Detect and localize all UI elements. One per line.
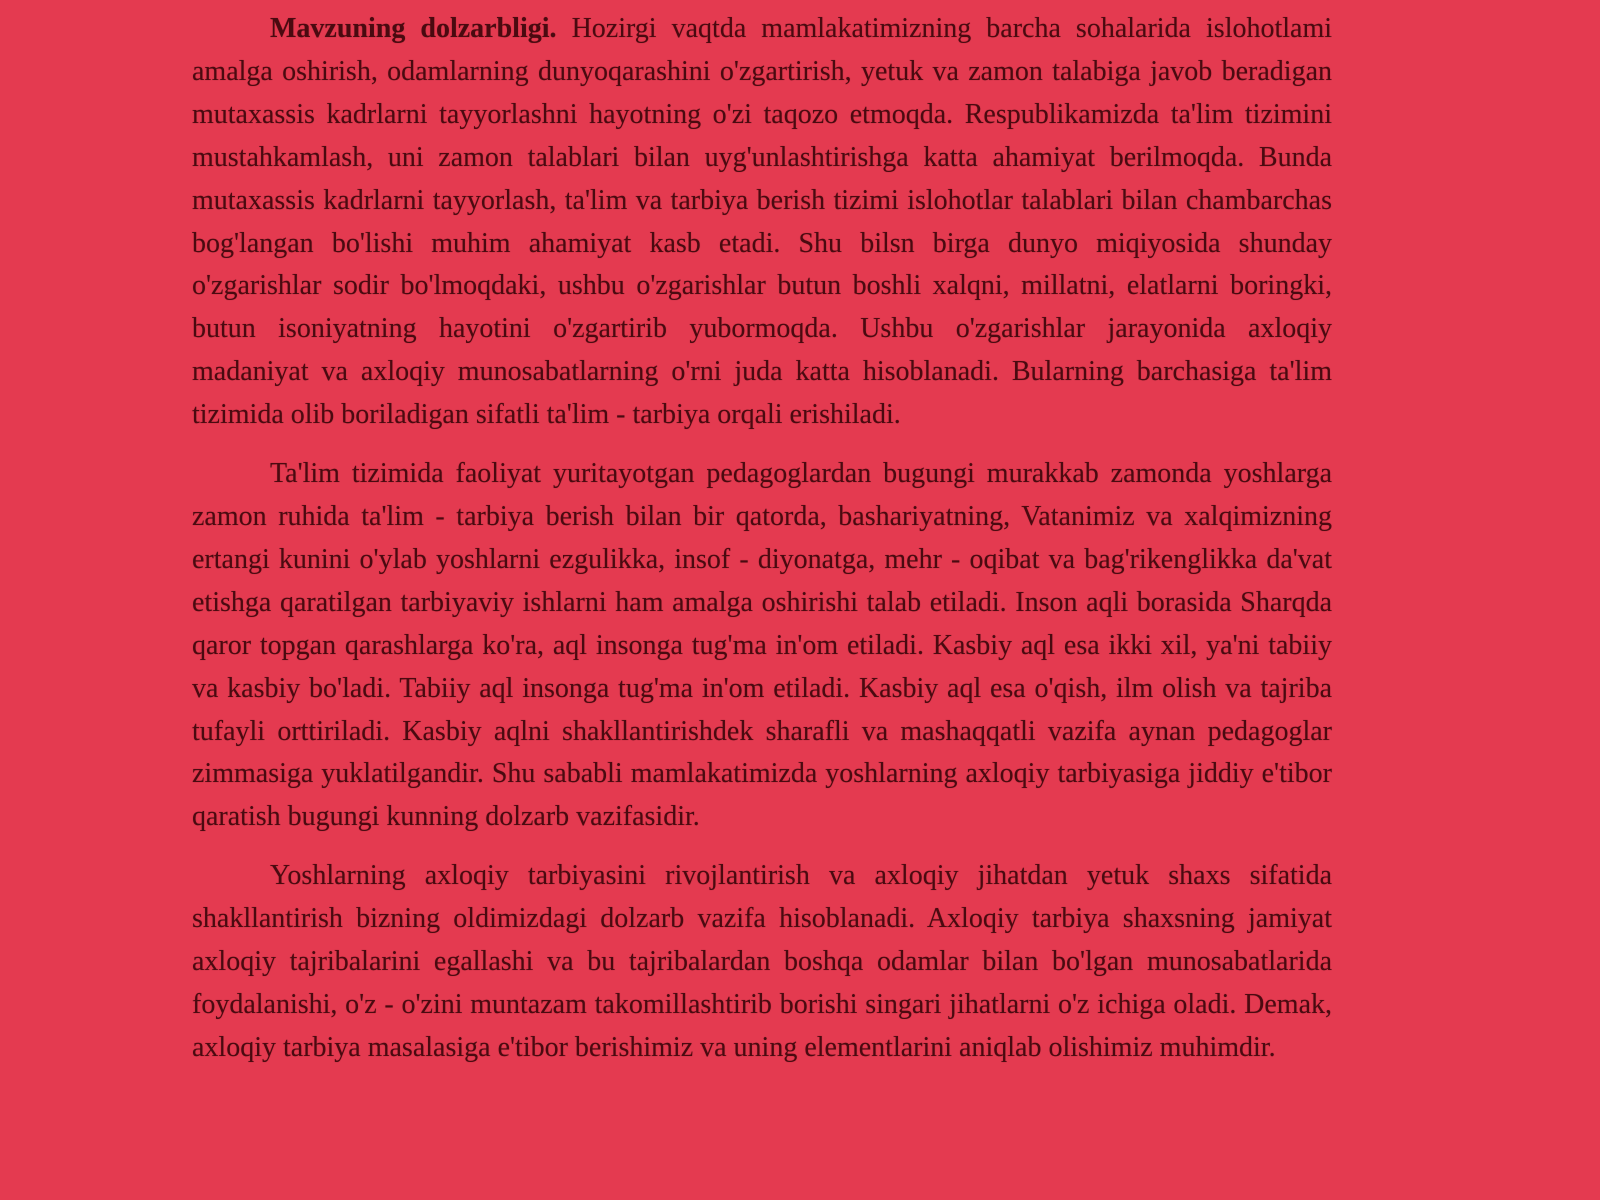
paragraph-text: Hozirgi vaqtda mamlakatimizning barcha sohalarida islohotlami amalga oshirish, odamlarning dunyoqarashini o'zgartirish, yetuk va zamon talabiga javob beradigan mutaxassis kadrlarni tayyorlashni hayotning o'zi taqozo etmoqda. Respublikamizda ta'lim tizimini mustahkamlash, uni zamon talablari bilan uyg'unlashtirishga katta ahamiyat berilmoqda. Bunda mutaxassis kadrlarni tayyorlash, ta'lim va tarbiya berish tizimi islohotlar talablari bilan chambarchas bog'langan bo'lishi muhim ahamiyat kasb etadi. Shu bilsn birga dunyo miqiyosida shunday o'zgarishlar sodir bo'lmoqdaki, ushbu o'zgarishlar butun boshli xalqni, millatni, elatlarni boringki, butun isoniyatning hayotini o'zgartirib yubormoqda. Ushbu o'zgarishlar jarayonida axloqiy madaniyat va axloqiy munosabatlarning o'rni juda katta hisoblanadi. Bularning barchasiga ta'lim tizimida olib boriladigan sifatli ta'lim - tarbiya orqali erishiladi. bbox=[192, 13, 1333, 431]
paragraph-text: Yoshlarning axloqiy tarbiyasini rivojlantirish va axloqiy jihatdan yetuk shaxs sifatida shakllantirish bizning oldimizdagi dolzarb vazifa hisoblanadi. Axloqiy tarbiya shaxsning jamiyat axloqiy tajribalarini egallashi va bu tajribalardan boshqa odamlar bilan bo'lgan munosabatlarida foydalanishi, o'z - o'zini muntazam takomillashtirib borishi singari jihatlarni o'z ichiga oladi. Demak, axloqiy tarbiya masalasiga e'tibor berishimiz va uning elementlarini aniqlab olishimiz muhimdir. bbox=[192, 860, 1332, 1063]
document-body bbox=[192, 8, 1332, 1086]
paragraph-pedagogues bbox=[192, 453, 1332, 839]
paragraph-moral-education bbox=[192, 855, 1332, 1070]
paragraph-relevance bbox=[192, 8, 1332, 437]
paragraph-heading: Mavzuning dolzarbligi. bbox=[270, 13, 557, 44]
paragraph-text: Ta'lim tizimida faoliyat yuritayotgan pedagoglardan bugungi murakkab zamonda yoshlarga zamon ruhida ta'lim - tarbiya berish bilan bir qatorda, bashariyatning, Vatanimiz va xalqimizning ertangi kunini o'ylab yoshlarni ezgulikka, insof - diyonatga, mehr - oqibat va bag'rikenglikka da'vat etishga qaratilgan tarbiyaviy ishlarni ham amalga oshirishi talab etiladi. Inson aqli borasida Sharqda qaror topgan qarashlarga ko'ra, aql insonga tug'ma in'om etiladi. Kasbiy aql esa ikki xil, ya'ni tabiiy va kasbiy bo'ladi. Tabiiy aql insonga tug'ma in'om etiladi. Kasbiy aql esa o'qish, ilm olish va tajriba tufayli orttiriladi. Kasbiy aqlni shakllantirishdek sharafli va mashaqqatli vazifa aynan pedagoglar zimmasiga yuklatilgandir. Shu sababli mamlakatimizda yoshlarning axloqiy tarbiyasiga jiddiy e'tibor qaratish bugungi kunning dolzarb vazifasidir. bbox=[192, 458, 1332, 833]
